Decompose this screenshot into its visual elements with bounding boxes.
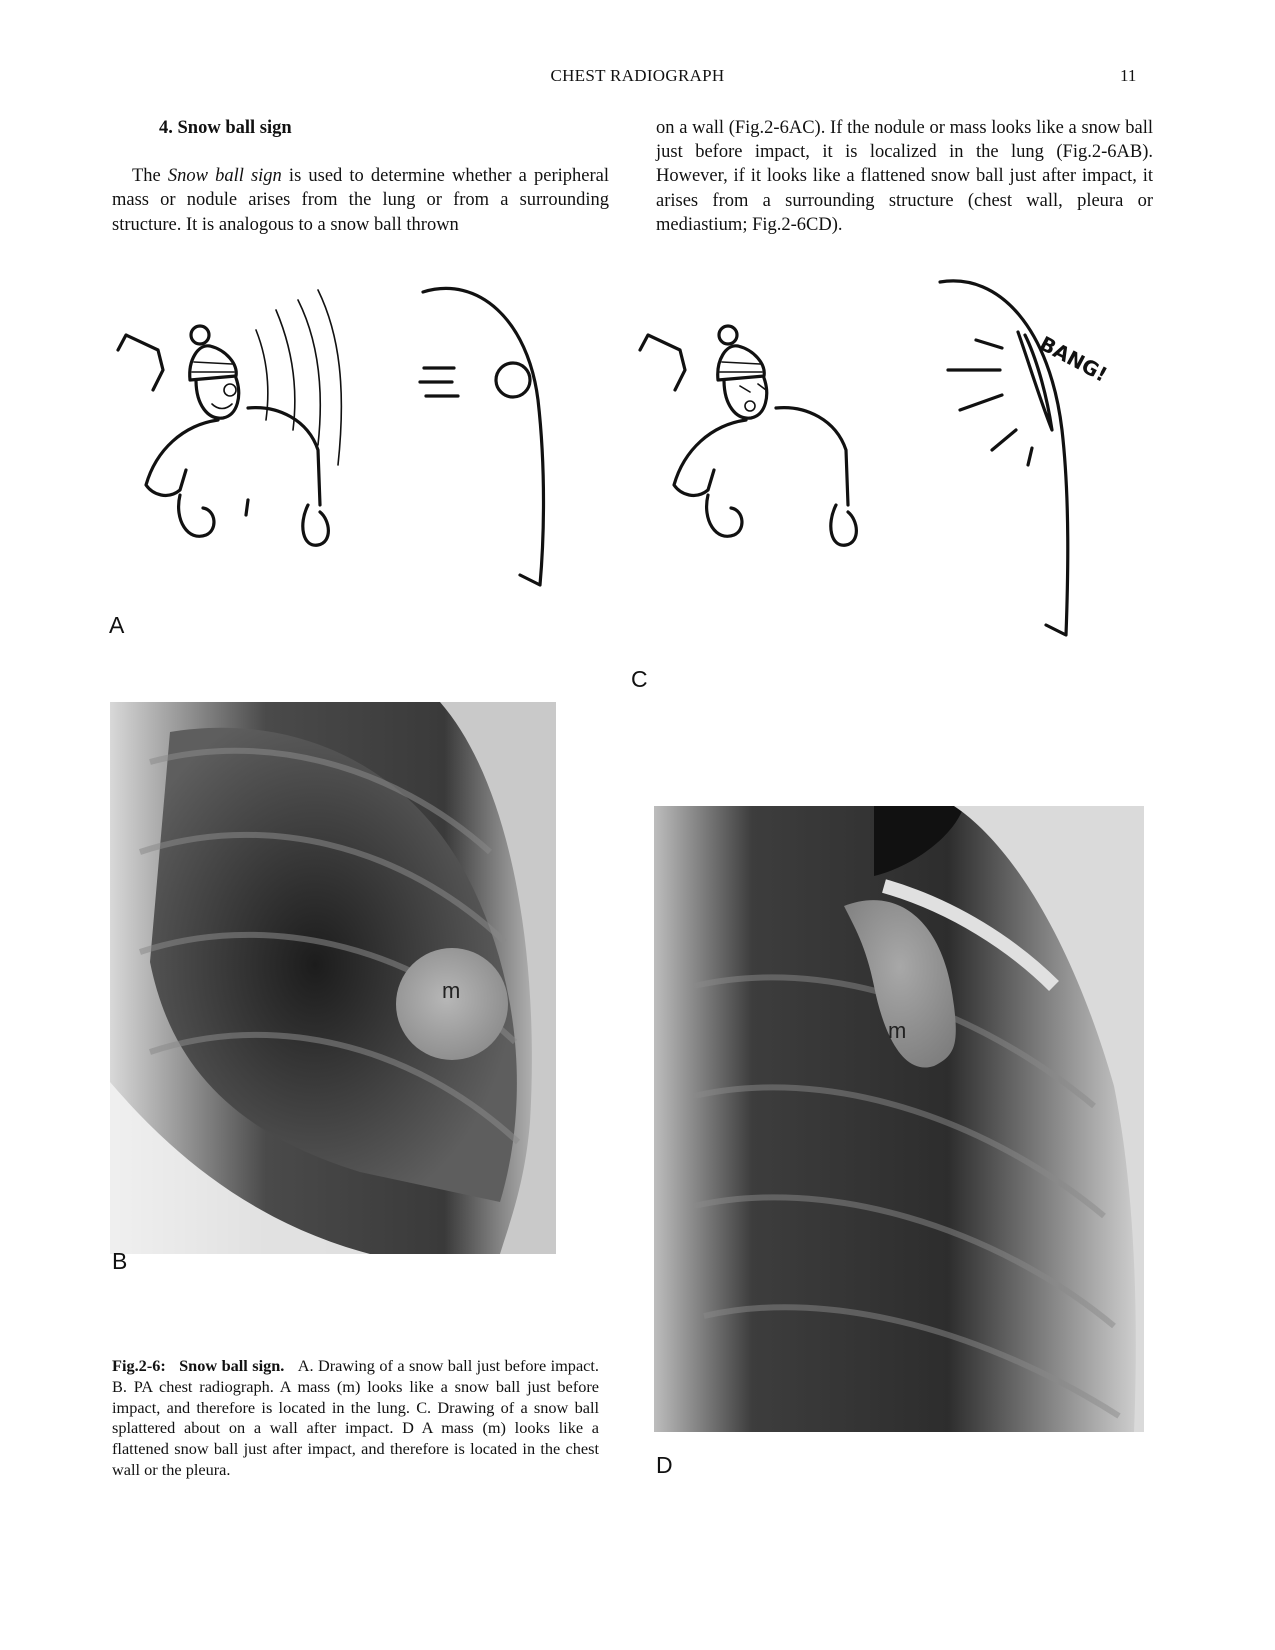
caption-text: A. Drawing of a snow ball just before impact. B. PA chest radiograph. A mass (m) looks like a snow ball just before impact, and therefore is located in the lung. C. Drawing of a snow ball splattered about on a wall after impact. D A mass (m) looks like a flattened snow ball just after impact, and therefore is located in the chest wall or the pleura. — [112, 1356, 599, 1479]
left-arm — [146, 420, 218, 495]
mass-label: m — [888, 1018, 907, 1043]
panel-d-letter: D — [656, 1452, 673, 1478]
panel-c-drawing — [630, 280, 1110, 650]
right-mitten — [303, 505, 329, 545]
smile — [212, 404, 232, 409]
right-arm — [776, 408, 848, 505]
right-arm — [248, 408, 320, 505]
impact-lines — [948, 340, 1032, 465]
snowball — [496, 363, 530, 397]
section-heading: 4. Snow ball sign — [159, 118, 292, 138]
motion-lines — [256, 290, 341, 465]
page-number: 11 — [1120, 66, 1137, 85]
left-mitten — [179, 495, 214, 536]
wall-curve — [423, 288, 544, 585]
mass-label: m — [442, 978, 461, 1003]
panel-a-drawing — [108, 280, 568, 620]
figure-title: Snow ball sign. — [179, 1356, 285, 1375]
hat-stripes — [192, 362, 234, 372]
paragraph-text: is used to determine whether a peripheral mass or nodule arises from the lung or from a surrounding structure. It is analogous to a snow ball thrown — [112, 166, 609, 235]
hat-pompom — [191, 326, 209, 344]
scarf-shape — [640, 335, 685, 390]
left-mitten — [707, 495, 742, 536]
text-column-left — [112, 116, 609, 237]
open-mouth — [745, 401, 755, 411]
text-column-right — [656, 116, 1153, 237]
emphasis-term: Snow ball sign — [167, 166, 282, 187]
mass-lesion — [396, 948, 508, 1060]
panel-c-letter: C — [631, 666, 648, 692]
bang-text: BANG! — [1035, 331, 1112, 387]
left-arm — [674, 420, 746, 495]
right-mitten — [831, 505, 857, 545]
panel-b-letter: B — [112, 1248, 128, 1274]
hat-stripes — [720, 362, 762, 372]
scarf-shape — [118, 335, 163, 390]
speed-lines — [420, 368, 458, 396]
panel-b-radiograph — [110, 702, 556, 1254]
body-line — [246, 500, 248, 515]
hat-pompom — [719, 326, 737, 344]
panel-d-radiograph — [654, 806, 1144, 1432]
paragraph-right: on a wall (Fig.2-6AC). If the nodule or mass looks like a snow ball just before impact, it is localized in the lung (Fig.2-6AB). However, if it looks like a flattened snow ball just after impact, it arises from a surrounding structure (chest wall, pleura or mediastium; Fig.2-6CD). — [656, 118, 1153, 235]
paragraph-left — [112, 164, 609, 237]
figure-caption — [112, 1356, 599, 1481]
figure-label: Fig.2-6: — [112, 1356, 166, 1375]
glasses — [224, 384, 236, 396]
face-outline — [724, 378, 767, 418]
running-header: CHEST RADIOGRAPH — [550, 66, 725, 85]
paragraph-text: The — [132, 166, 168, 187]
surprised-eyes — [740, 384, 766, 392]
panel-a-letter: A — [109, 612, 125, 638]
